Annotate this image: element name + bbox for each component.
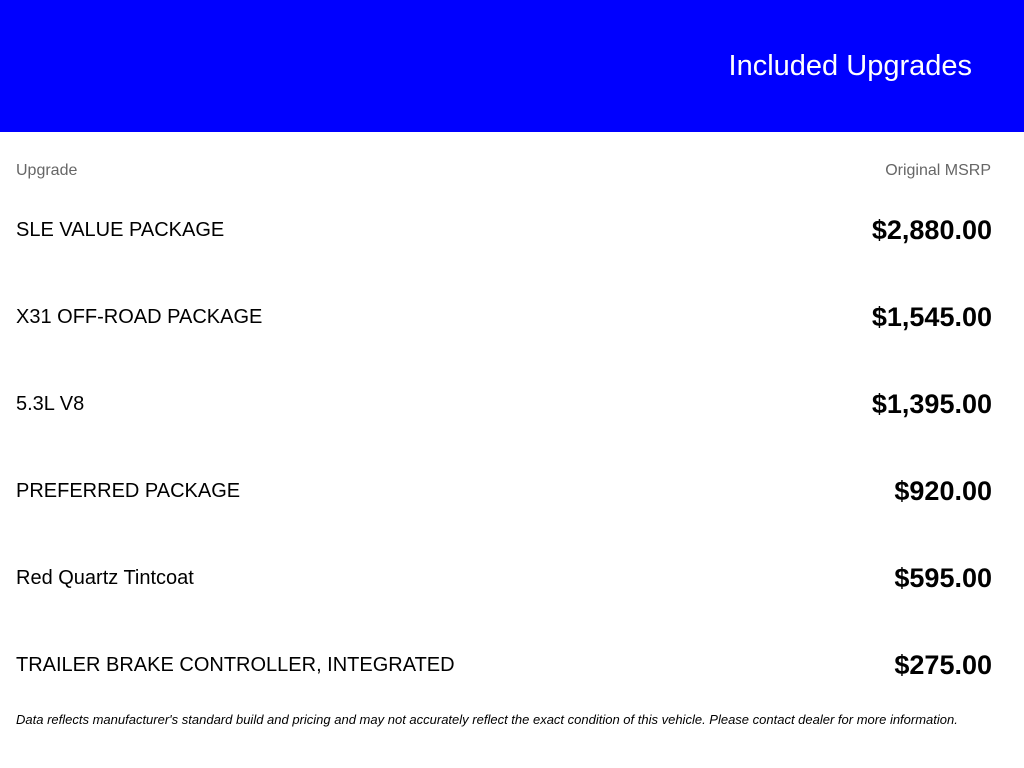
column-header-upgrade: Upgrade (16, 162, 78, 179)
upgrade-name: 5.3L V8 (16, 393, 85, 415)
upgrade-row (0, 208, 1024, 295)
upgrade-name: PREFERRED PACKAGE (16, 480, 241, 502)
upgrade-row (0, 469, 1024, 556)
column-header-msrp: Original MSRP (885, 162, 991, 179)
upgrade-row (0, 295, 1024, 382)
page-title: Included Upgrades (728, 50, 972, 82)
header-banner (0, 0, 1024, 132)
upgrade-row (0, 556, 1024, 643)
upgrade-name: Red Quartz Tintcoat (16, 567, 194, 589)
upgrade-name: SLE VALUE PACKAGE (16, 219, 225, 241)
upgrade-price: $920.00 (894, 476, 992, 506)
upgrade-price: $1,395.00 (871, 389, 992, 419)
upgrades-list (0, 208, 1024, 730)
upgrade-name: X31 OFF-ROAD PACKAGE (16, 306, 263, 328)
upgrade-price: $2,880.00 (871, 215, 992, 245)
disclaimer-text: Data reflects manufacturer's standard build and pricing and may not accurately reflect the exact condition of this vehicle. Please contact dealer for more information. (16, 712, 958, 727)
upgrade-name: TRAILER BRAKE CONTROLLER, INTEGRATED (16, 654, 455, 676)
column-headers (0, 132, 1024, 208)
upgrade-price: $275.00 (894, 650, 992, 680)
upgrade-row (0, 382, 1024, 469)
upgrade-price: $1,545.00 (871, 302, 992, 332)
upgrade-price: $595.00 (894, 563, 992, 593)
